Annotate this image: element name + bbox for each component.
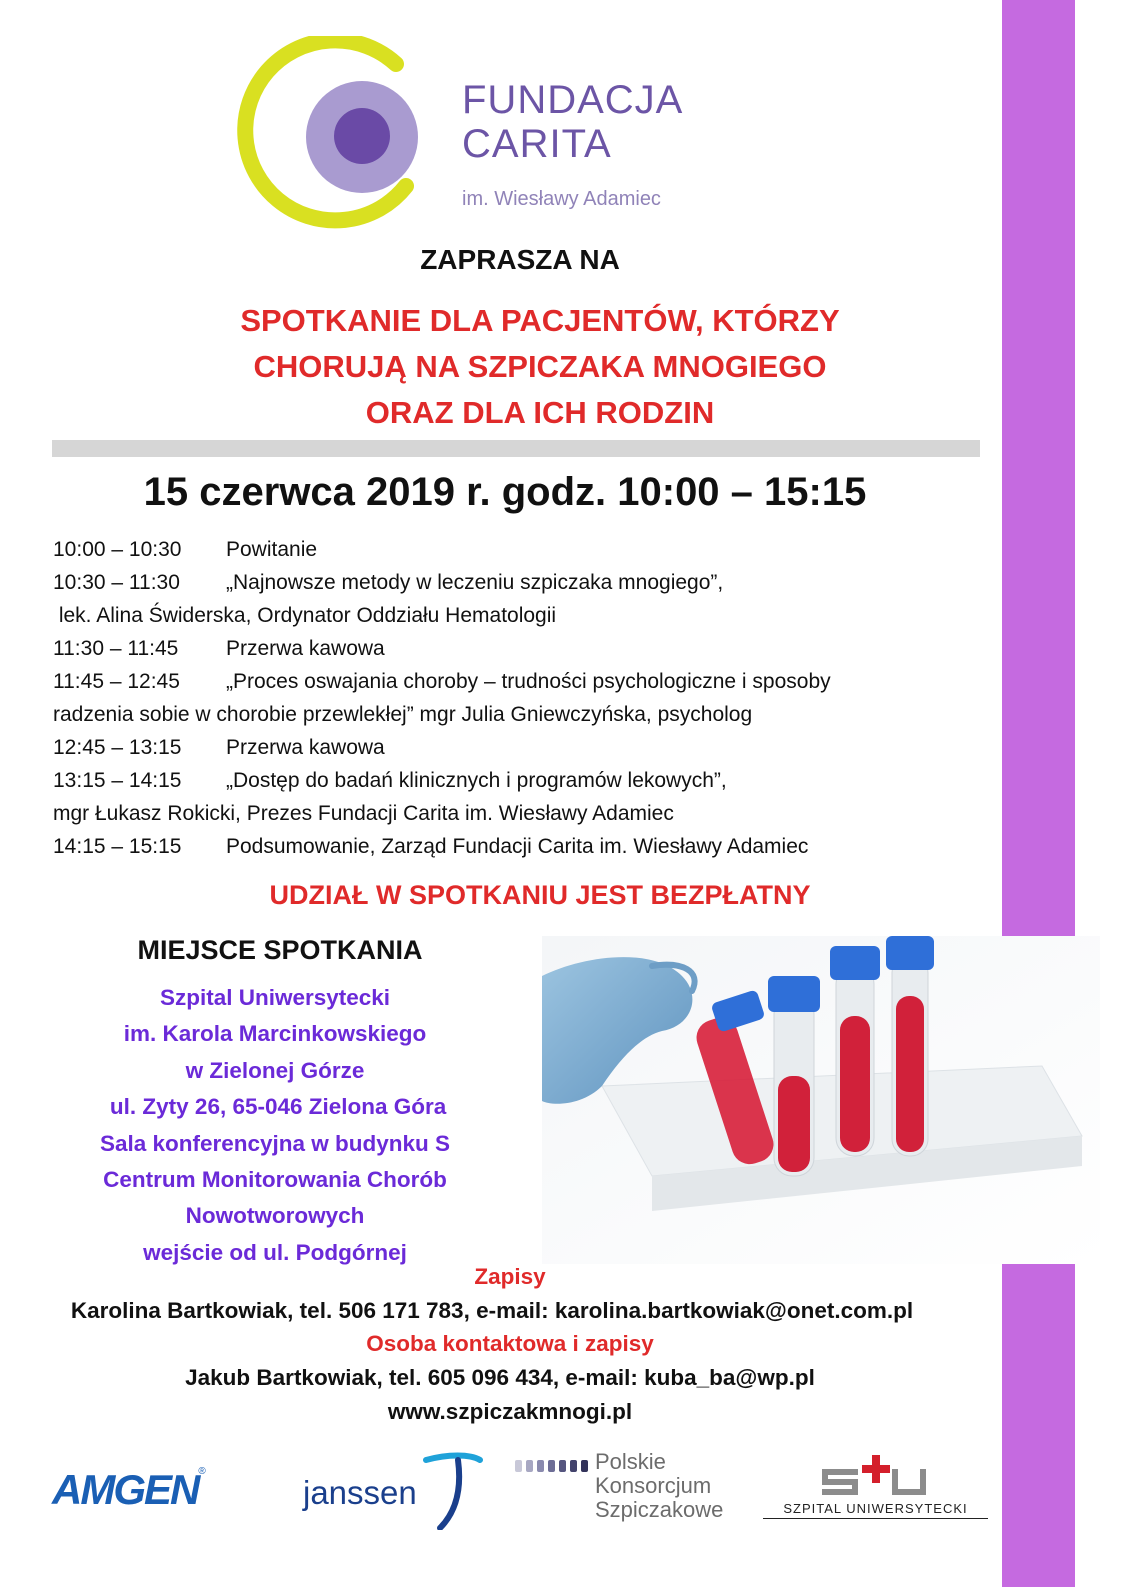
invite-heading: ZAPRASZA NA xyxy=(420,244,620,275)
pks-line-2: Konsorcjum xyxy=(595,1473,712,1498)
place-line: Nowotworowych xyxy=(185,1203,365,1229)
carita-logo-mark xyxy=(236,36,436,236)
agenda-row xyxy=(53,764,993,797)
pks-line-3: Szpiczakowe xyxy=(595,1497,724,1522)
su-cross-icon xyxy=(818,1455,933,1497)
agenda-row xyxy=(53,665,993,698)
janssen-logo-text: janssen xyxy=(303,1474,417,1511)
agenda-row xyxy=(53,731,993,764)
agenda-text: Powitanie xyxy=(226,538,318,561)
signup-person: Karolina Bartkowiak, tel. 506 171 783, e-mail: karolina.bartkowiak@onet.com.pl xyxy=(70,1298,914,1323)
agenda-text: Podsumowanie, Zarząd Fundacji Carita im. Wiesławy Adamiec xyxy=(226,835,809,858)
place-line: Centrum Monitorowania Chorób xyxy=(103,1167,447,1193)
website-link[interactable]: www.szpiczakmnogi.pl xyxy=(387,1399,633,1424)
szpital-uniwersytecki-logo xyxy=(763,1455,988,1530)
place-title: MIEJSCE SPOTKANIA xyxy=(137,935,423,965)
agenda-text: „Proces oswajania choroby – trudności psychologiczne i sposoby xyxy=(226,670,831,693)
janssen-logo xyxy=(303,1450,488,1530)
blood-test-tubes-photo xyxy=(542,936,1100,1264)
headline-line-1: SPOTKANIE DLA PACJENTÓW, KTÓRZY xyxy=(240,303,840,338)
agenda-row xyxy=(53,566,993,599)
agenda-text: lek. Alina Świderska, Ordynator Oddziału Hematologii xyxy=(53,604,557,627)
logo-name-line2: CARITA xyxy=(462,122,612,166)
agenda-row xyxy=(53,533,993,566)
agenda-text: Przerwa kawowa xyxy=(226,637,385,660)
place-address xyxy=(30,980,520,1271)
agenda-time: 10:30 – 11:30 xyxy=(53,571,180,594)
pks-line-1: Polskie xyxy=(595,1449,666,1474)
agenda-time: 14:15 – 15:15 xyxy=(53,835,182,858)
agenda-text: „Najnowsze metody w leczeniu szpiczaka mnogiego”, xyxy=(226,571,724,594)
free-participation-notice: UDZIAŁ W SPOTKANIU JEST BEZPŁATNY xyxy=(269,880,811,910)
pks-bars-icon xyxy=(515,1458,593,1474)
agenda-time: 11:45 – 12:45 xyxy=(53,670,180,693)
agenda-time: 12:45 – 13:15 xyxy=(53,736,182,759)
szpital-logo-text: SZPITAL UNIWERSYTECKI xyxy=(763,1501,988,1519)
agenda-time: 10:00 – 10:30 xyxy=(53,538,182,561)
place-line: wejście od ul. Podgórnej xyxy=(143,1239,407,1265)
place-line: Szpital Uniwersytecki xyxy=(159,985,391,1010)
amgen-logo-text: AMGEN xyxy=(52,1466,199,1513)
place-line: ul. Zyty 26, 65-046 Zielona Góra xyxy=(103,1094,447,1120)
agenda-time: 11:30 – 11:45 xyxy=(53,637,179,660)
janssen-swoosh-icon xyxy=(418,1450,484,1530)
agenda-text: mgr Łukasz Rokicki, Prezes Fundacji Carita im. Wiesławy Adamiec xyxy=(53,802,674,825)
place-line: im. Karola Marcinkowskiego xyxy=(123,1021,427,1047)
contact-label: Osoba kontaktowa i zapisy xyxy=(366,1331,654,1356)
amgen-logo: AMGEN® xyxy=(52,1466,206,1513)
headline-line-3: ORAZ DLA ICH RODZIN xyxy=(365,395,715,430)
place-line: Sala konferencyjna w budynku S xyxy=(99,1130,451,1156)
event-date: 15 czerwca 2019 r. godz. 10:00 – 15:15 xyxy=(143,470,867,514)
logo-subtitle: im. Wiesławy Adamiec xyxy=(462,188,661,210)
place-line: w Zielonej Górze xyxy=(185,1057,365,1083)
agenda-row-continuation xyxy=(53,698,993,731)
signup-label: Zapisy xyxy=(474,1264,546,1289)
headline-line-2: CHORUJĄ NA SZPICZAKA MNOGIEGO xyxy=(253,349,827,384)
agenda-row xyxy=(53,632,993,665)
logo-name-line1: FUNDACJA xyxy=(462,78,684,122)
agenda xyxy=(53,533,993,863)
gray-divider xyxy=(52,440,980,457)
contact-person: Jakub Bartkowiak, tel. 605 096 434, e-mail: kuba_ba@wp.pl xyxy=(185,1365,815,1390)
agenda-row-continuation xyxy=(53,797,993,830)
agenda-time: 13:15 – 14:15 xyxy=(53,769,182,792)
agenda-row-continuation xyxy=(53,599,993,632)
agenda-text: „Dostęp do badań klinicznych i programów lekowych”, xyxy=(226,769,727,792)
agenda-text: Przerwa kawowa xyxy=(226,736,385,759)
pks-logo xyxy=(515,1449,755,1532)
agenda-text: radzenia sobie w chorobie przewlekłej” mgr Julia Gniewczyńska, psycholog xyxy=(53,703,753,726)
agenda-row xyxy=(53,830,993,863)
